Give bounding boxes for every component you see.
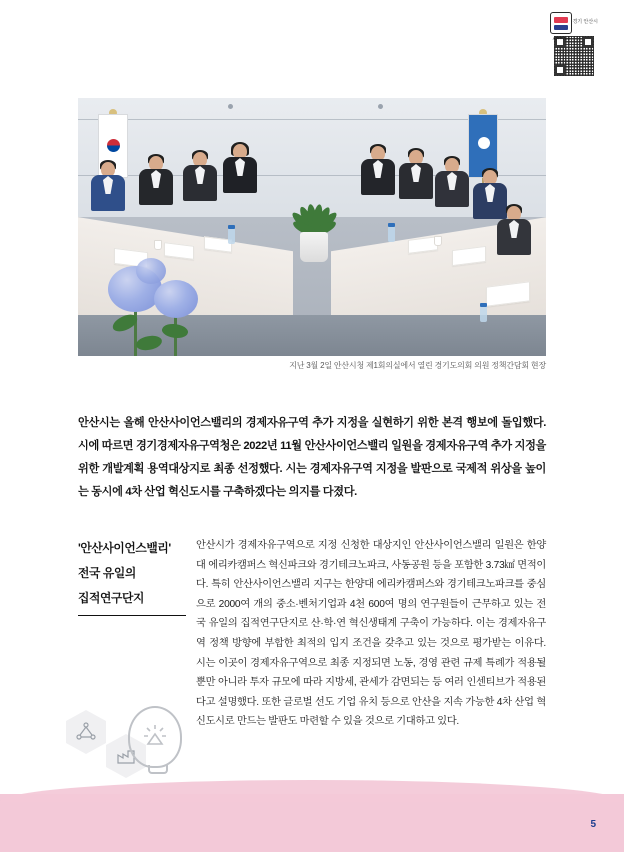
lead-paragraph: 안산시는 올해 안산사이언스밸리의 경제자유구역 추가 지정을 실현하기 위한 본격 행보에 돌입했다. 시에 따르면 경기경제자유구역청은 2022년 11월 안산사이언스밸리 일원을 경제자유구역 추가 지정을 위한 개발계획 용역대상지로 최종 선정했다. 시는 경제자유구역 지정을 발판으로 국제적 위상을 높이는 동시에 4차 산업 혁신도시를 구축하겠다는 의지를 다졌다.: [78, 417, 546, 498]
page-number: 5: [590, 819, 596, 830]
page-header: [0, 0, 624, 88]
decorative-icon-cluster: [66, 700, 190, 776]
city-emblem-icon: [550, 12, 572, 34]
subheading-line-2: 전국 유일의: [78, 566, 136, 580]
people-network-icon: [66, 710, 106, 754]
article-subheading: [78, 536, 198, 616]
subheading-line-1: '안산사이언스밸리': [78, 541, 171, 555]
meeting-photo: [78, 98, 546, 356]
subheading-divider: [78, 615, 186, 616]
photo-caption: 지난 3월 2일 안산시청 제1회의실에서 열린 경기도의회 의원 정책간담회 현장: [289, 361, 546, 370]
potted-plant: [286, 176, 342, 262]
article-body: 안산시가 경제자유구역으로 지정 신청한 대상지인 안산사이언스밸리 일원은 한양대 에리카캠퍼스 혁신파크와 경기테크노파크, 사동공원 등을 포함한 3.73㎢ 면적이다. 특히 안산사이언스밸리 지구는 한양대 에리카캠퍼스와 경기테크노파크를 중심으로 2000여 개의 중소·벤처기업과 4천 600여 명의 연구원들이 근무하고 있는 전국 유일의 집적연구단지로 산·학·연 혁신생태계 구축이 가능하다. 이는 경제자유구역 정책 방향에 부합한 최적의 입지 조건을 갖추고 있는 것으로 평가받는 이유다. 시는 이곳이 경제자유구역으로 최종 지정되면 노동, 경영 관련 규제 특례가 적용될 뿐만 아니라 투자 규모에 따라 지방세, 관세가 감면되는 등 여러 인센티브가 적용된다고 설명했다. 또한 글로벌 선도 기업 유치 등으로 안산을 지속 가능한 4차 산업 혁신도시로 만드는 발판도 마련할 수 있을 것으로 기대하고 있다.: [196, 540, 546, 728]
hydrangea-flowers: [100, 258, 220, 356]
footer-band: [0, 794, 624, 852]
qr-code-icon[interactable]: [554, 36, 594, 76]
brand-name: 경기 안산시: [572, 19, 598, 25]
lightbulb-idea-icon: [128, 706, 182, 768]
subheading-line-3: 집적연구단지: [78, 591, 144, 605]
